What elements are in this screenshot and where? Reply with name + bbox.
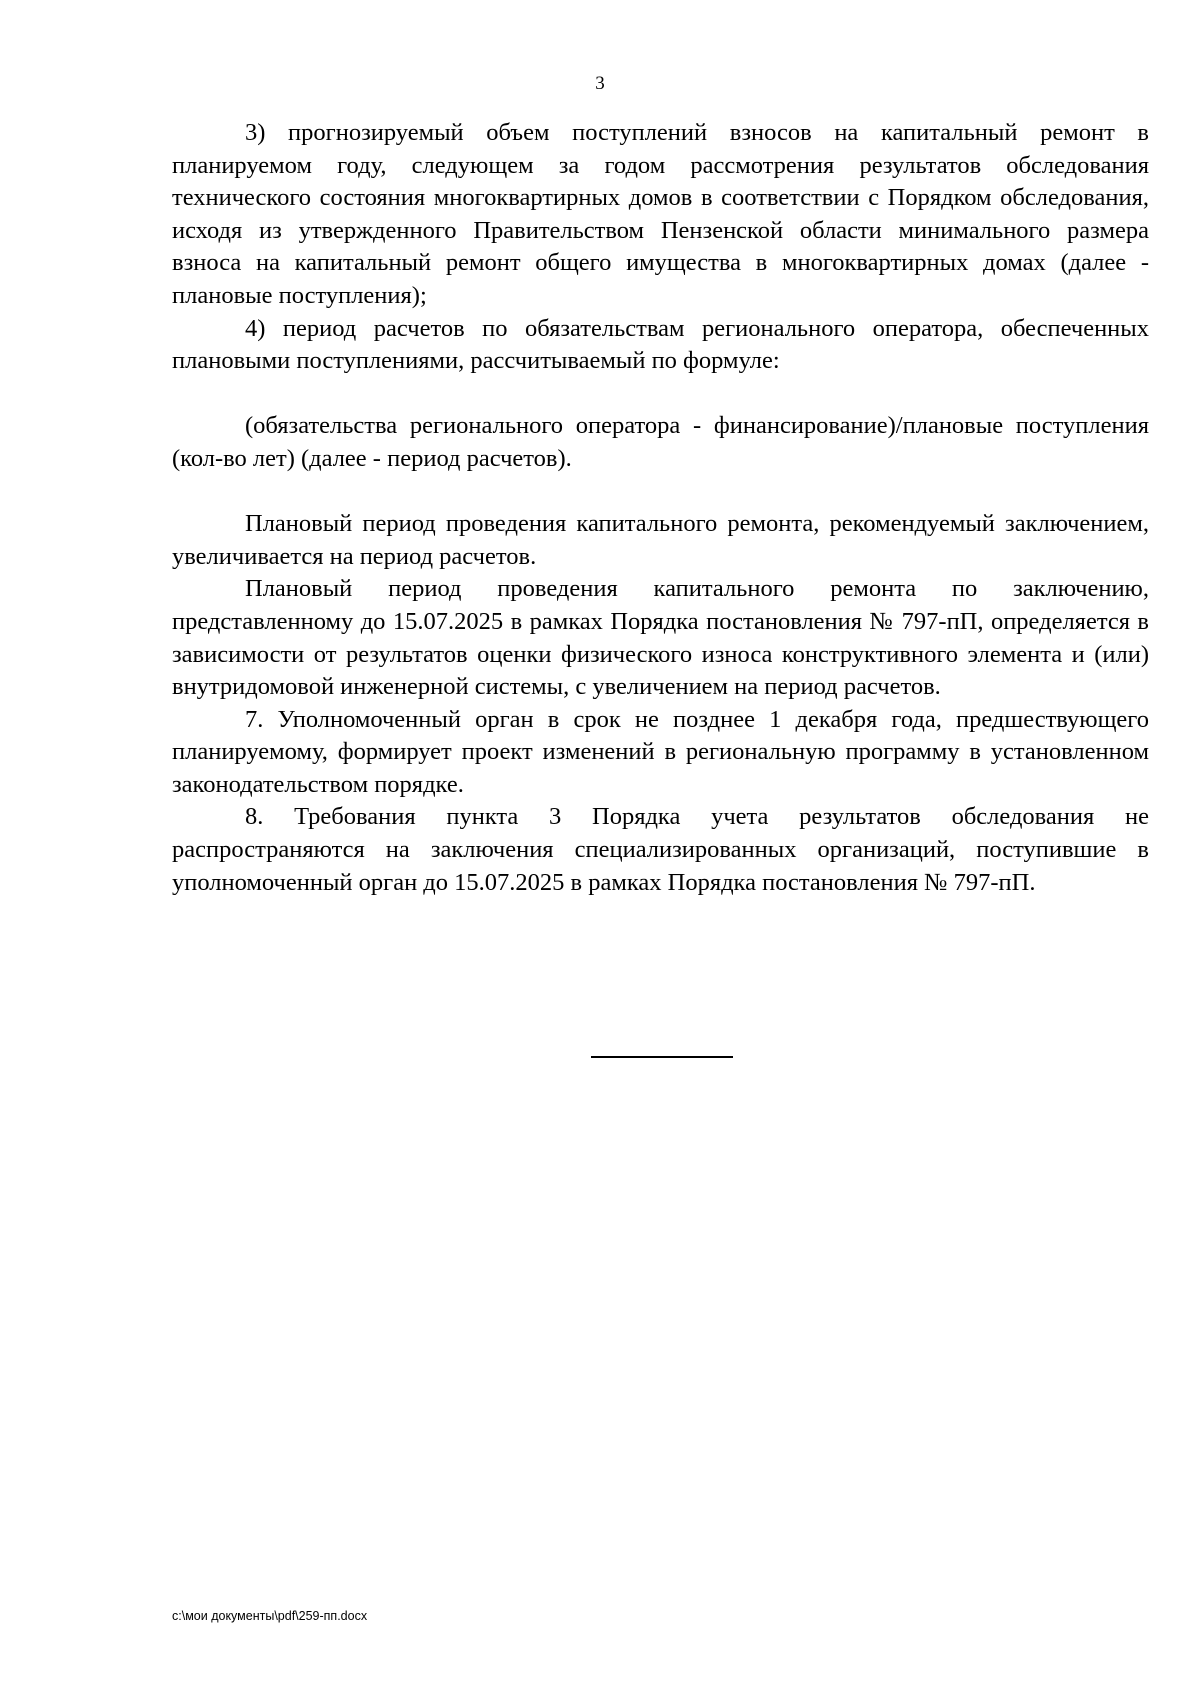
footer-file-path: c:\мои документы\pdf\259-пп.docx xyxy=(172,1609,368,1623)
paragraph-clause-7: 7. Уполномоченный орган в срок не позднее 1 декабря года, предшествующего планируемому, формирует проект изменений в региональную программу в установленном законодательством порядке. xyxy=(172,705,1149,798)
paragraph-planned-period: Плановый период проведения капитального ремонта, рекомендуемый заключением, увеличивается на период расчетов. xyxy=(172,510,1149,570)
paragraph-item-3: 3) прогнозируемый объем поступлений взносов на капитальный ремонт в планируемом году, следующем за годом рассмотрения результатов обследования технического состояния многоквартирных домов в соответствии с Порядком обследования, исходя из утвержденного Правительством Пензенской области минимального размера взноса на капитальный ремонт общего имущества в многоквартирных домах (далее - плановые поступления); xyxy=(172,119,1149,309)
paragraph-planned-period-conclusion: Плановый период проведения капитального ремонта по заключению, представленному до 15.07.2025 в рамках Порядка постановления № 797-пП, определяется в зависимости от результатов оценки физического износа конструктивного элемента и (или) внутридомовой инженерной системы, с увеличением на период расчетов. xyxy=(172,575,1149,701)
page-number: 3 xyxy=(595,73,605,94)
paragraph-clause-8: 8. Требования пункта 3 Порядка учета результатов обследования не распространяются на заключения специализированных организаций, поступившие в уполномоченный орган до 15.07.2025 в рамках Порядка постановления № 797-пП. xyxy=(172,803,1149,896)
formula-paragraph: (обязательства регионального оператора - финансирование)/плановые поступления (кол-во лет) (далее - период расчетов). xyxy=(172,412,1149,472)
document-body xyxy=(172,117,1149,899)
paragraph-item-4: 4) период расчетов по обязательствам регионального оператора, обеспеченных плановыми поступлениями, рассчитываемый по формуле: xyxy=(172,314,1149,375)
end-of-document-line xyxy=(591,1056,733,1058)
